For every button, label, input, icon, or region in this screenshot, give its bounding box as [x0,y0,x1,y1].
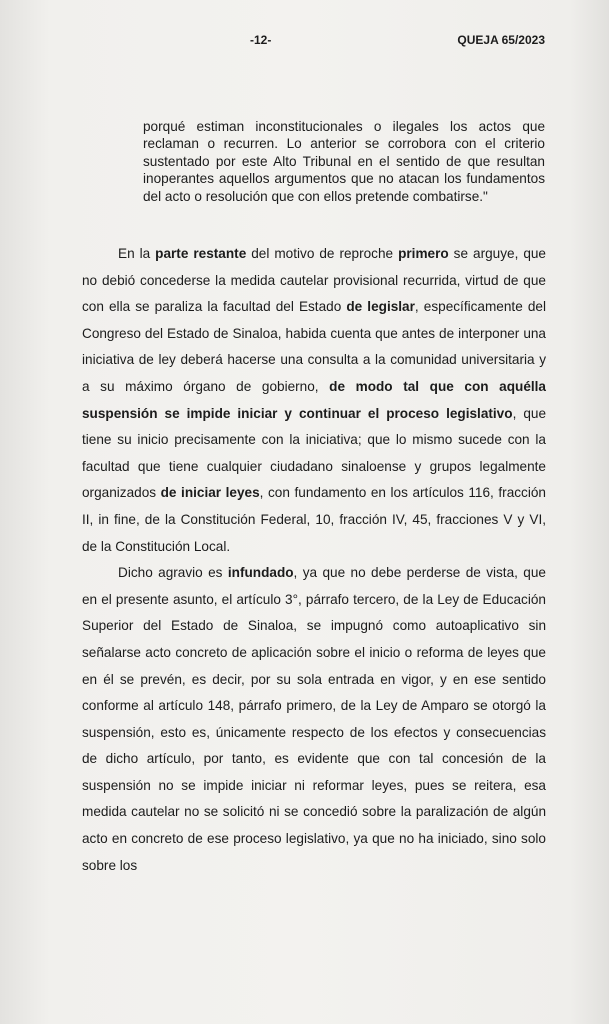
text-run: , con fundamento en los artículos 116, fracción II, in fine, de la Constitución Federal, 10, fracción IV, 45, fracciones V y VI, de la Constitución Local. [82,485,546,554]
bold-run: parte restante [155,246,247,261]
text-run: del motivo de reproche [246,246,399,261]
text-run: En la [118,246,156,261]
bold-run: de modo tal que con aquélla suspensión se impide iniciar y continuar el proceso legislativo [82,378,546,421]
document-body [82,241,546,879]
case-number: QUEJA 65/2023 [457,33,545,47]
page-number: -12- [250,33,272,47]
text-run: , ya que no debe perderse de vista, que en el presente asunto, el artículo 3°, párrafo tercero, de la Ley de Educación Superior del Estado de Sinaloa, se impugnó como autoaplicativo sin señalarse acto concreto de aplicación sobre el inicio o reforma de leyes que en él se prevén, es decir, por su sola entrada en vigor, y en ese sentido conforme al artículo 148, párrafo primero, de la Ley de Amparo se otorgó la suspensión, esto es, únicamente respecto de los efectos y consecuencias de dicho artículo, por tanto, es evidente que con tal concesión de la suspensión no se impide iniciar ni reformar leyes, pues se reitera, esa medida cautelar no se solicitó ni se concedió sobre la paralización de algún acto en concreto de ese proceso legislativo, ya que no ha iniciado, sino solo sobre los [82,565,546,873]
paragraph-1 [82,241,546,560]
page-header [0,27,609,51]
text-run: Dicho agravio es [118,565,228,581]
bold-run: infundado [227,565,294,581]
text-run: , que tiene su inicio precisamente con la iniciativa; que lo mismo sucede con la facultad que tiene cualquier ciudadano sinaloense y grupos legalmente organizados [82,405,547,501]
block-quote: porqué estiman inconstitucionales o ilegales los actos que reclaman o recurren. Lo anterior se corrobora con el criterio sustentado por este Alto Tribunal en el sentido de que resultan inoperantes aquellos argumentos que no atacan los fundamentos del acto o resolución que con ellos pretende combatirse." [143,119,545,204]
text-run: , específicamente del Congreso del Estado de Sinaloa, habida cuenta que antes de interponer una iniciativa de ley deberá hacerse una consulta a la comunidad universitaria y a su máximo órgano de gobierno, [82,299,546,394]
bold-run: de iniciar leyes [160,485,260,501]
text-run: se arguye, que no debió concederse la medida cautelar provisional recurrida, virtud de que con ella se paraliza la facultad del Estado [82,246,546,315]
bold-run: de legislar [346,299,415,315]
bold-run: primero [398,246,449,261]
paragraph-2 [82,560,546,879]
